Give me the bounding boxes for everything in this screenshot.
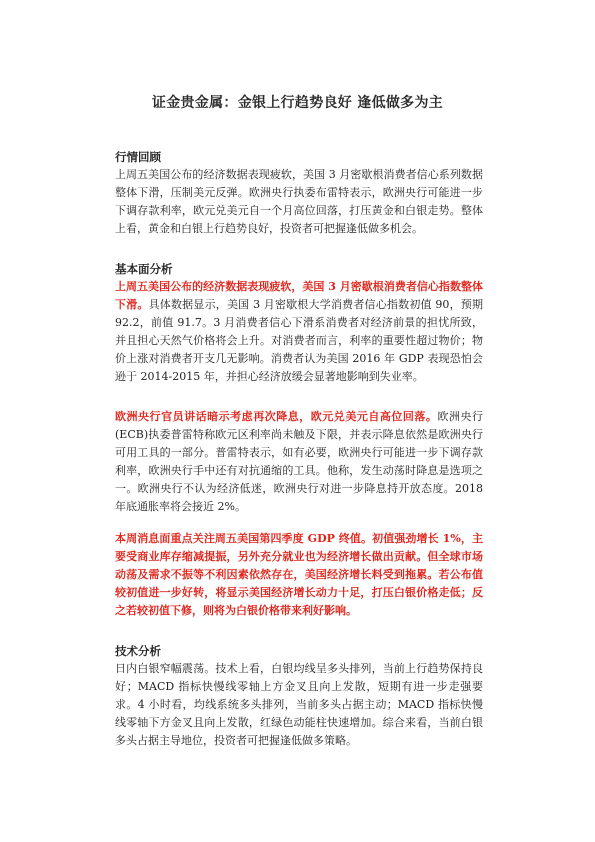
highlight-text: 上周五美国公布的经济数据表现疲软，美国 3 月密歇根消费者信心指数整体下滑。 [115, 280, 483, 311]
body-text: 具体数据显示，美国 3 月密歇根大学消费者信心指数初值 90，预期 92.2，前值 91.7。3 月消费者信心下滑系消费者对经济前景的担忧所致，并且担心天然气价格将会上升。对消费者而言，利率的重要性超过物价；物价上涨对消费者开支几无影响。消费者认为美国 2016 年 GDP 表现恐怕会逊于 2014-2015 年，并担心经济放缓会显著地影响到失业率。 [115, 298, 484, 383]
section-heading-technical: 技术分析 [115, 644, 161, 658]
document-body [115, 148, 483, 750]
section-heading-review: 行情回顾 [115, 150, 161, 164]
spacer [115, 516, 483, 530]
highlight-text: 本周消息面重点关注周五美国第四季度 GDP 终值。初值强劲增长 1%，主要受商业库存缩减提振，另外充分就业也为经济增长做出贡献。但全球市场动荡及需求不振等不利因素依然存在，美国经济增长料受到拖累。若公布值较初值进一步好转，将显示美国经济增长动力十足，打压白银价格走低；反之若较初值下修，则将为白银价格带来利好影响。 [115, 532, 483, 617]
body-text: 欧洲央行(ECB)执委普雷特称欧元区利率尚未触及下限，并表示降息依然是欧洲央行可用工具的一部分。普雷特表示，如有必要，欧洲央行可能进一步下调存款利率，欧洲央行手中还有对抗通缩的工具。他称，发生动荡时降息是选项之一。欧洲央行不认为经济低迷，欧洲央行对进一步降息持开放态度。2018 年底通胀率将会接近 2%。 [115, 410, 484, 513]
technical-paragraph: 日内白银窄幅震荡。技术上看，白银均线呈多头排列，当前上行趋势保持良好；MACD 指标快慢线零轴上方金叉且向上发散，短期有进一步走强要求。4 小时看，均线系统多头排列，当前多头占据主动；MACD 指标快慢线零轴下方金叉且向上发散，红绿色动能柱快速增加。综合来看，当前白银多头占据主导地位，投资者可把握逢低做多策略。 [115, 662, 483, 747]
document-title: 证金贵金属：金银上行趋势良好 逢低做多为主 [151, 95, 444, 111]
section-heading-fundamental: 基本面分析 [115, 262, 173, 276]
fundamental-paragraph-3 [115, 530, 483, 620]
fundamental-paragraph-1 [115, 278, 483, 386]
spacer [115, 386, 483, 408]
spacer [115, 238, 483, 260]
review-paragraph: 上周五美国公布的经济数据表现疲软，美国 3 月密歇根消费者信心系列数据整体下滑，压制美元反弹。欧洲央行执委布雷特表示，欧洲央行可能进一步下调存款利率，欧元兑美元自一个月高位回落，打压黄金和白银走势。整体上看，黄金和白银上行趋势良好，投资者可把握逢低做多机会。 [115, 168, 483, 235]
fundamental-paragraph-2 [115, 408, 483, 516]
spacer [115, 620, 483, 642]
highlight-text: 欧洲央行官员讲话暗示考虑再次降息，欧元兑美元自高位回落。 [115, 410, 438, 423]
